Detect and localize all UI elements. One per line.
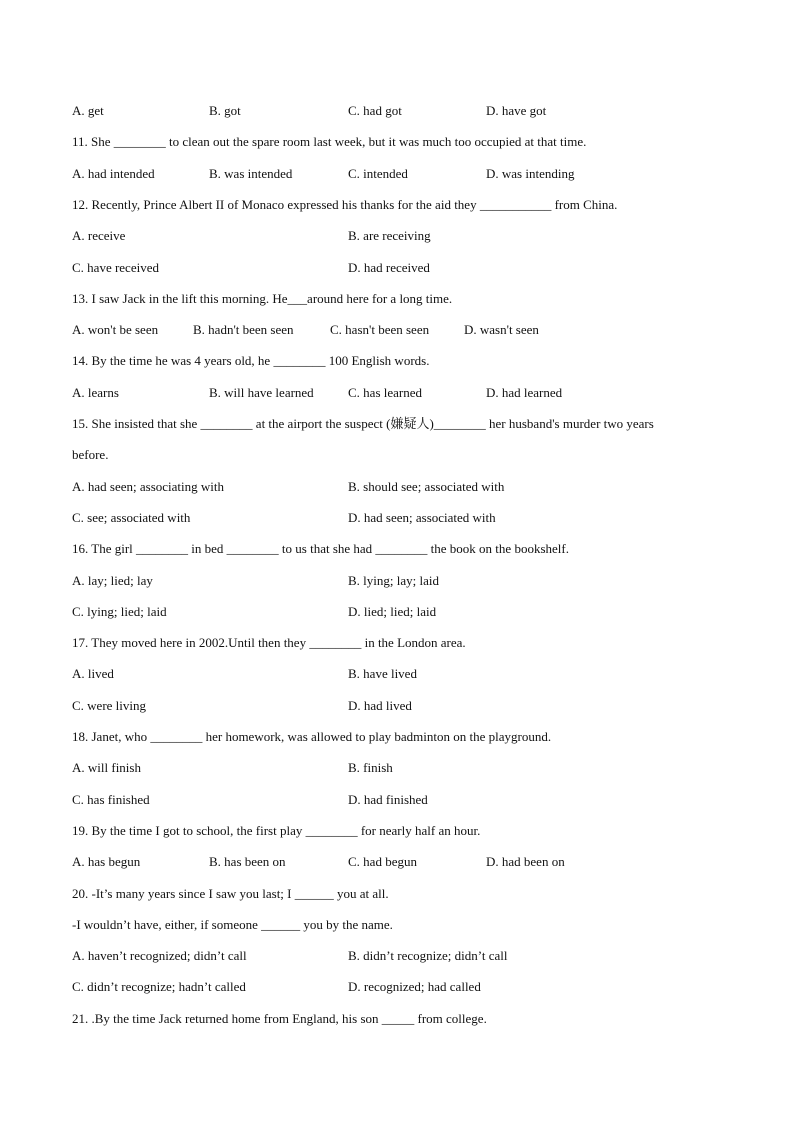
question-text: 21. .By the time Jack returned home from England, his son _____ from college. bbox=[72, 1011, 487, 1026]
answer-option: A. learns bbox=[72, 385, 119, 400]
question-text: 20. -It’s many years since I saw you last; I ______ you at all. bbox=[72, 886, 389, 901]
answer-option: D. had learned bbox=[486, 385, 563, 400]
answer-option: D. lied; lied; laid bbox=[348, 604, 437, 619]
question-text: before. bbox=[72, 447, 109, 462]
answer-option: D. have got bbox=[486, 103, 547, 118]
answer-option: A. get bbox=[72, 103, 104, 118]
answer-option: C. lying; lied; laid bbox=[72, 604, 167, 619]
answer-option: C. have received bbox=[72, 260, 159, 275]
answer-option: B. lying; lay; laid bbox=[348, 573, 439, 588]
answer-option: A. had seen; associating with bbox=[72, 479, 224, 494]
answer-option: D. had lived bbox=[348, 698, 412, 713]
answer-option: D. had been on bbox=[486, 854, 565, 869]
answer-option: D. had received bbox=[348, 260, 430, 275]
answer-option: A. will finish bbox=[72, 760, 141, 775]
question-text: 15. She insisted that she ________ at the airport the suspect (嫌疑人)________ her husband's murder two years bbox=[72, 416, 654, 431]
answer-option: B. hadn't been seen bbox=[193, 322, 294, 337]
answer-option: A. lived bbox=[72, 666, 114, 681]
answer-option: D. had seen; associated with bbox=[348, 510, 496, 525]
answer-option: B. has been on bbox=[209, 854, 286, 869]
question-text: 17. They moved here in 2002.Until then they ________ in the London area. bbox=[72, 635, 466, 650]
question-text: 13. I saw Jack in the lift this morning. He___around here for a long time. bbox=[72, 291, 453, 306]
answer-option: A. has begun bbox=[72, 854, 141, 869]
question-text: -I wouldn’t have, either, if someone ______ you by the name. bbox=[72, 917, 393, 932]
answer-option: C. intended bbox=[348, 166, 408, 181]
answer-option: B. finish bbox=[348, 760, 393, 775]
answer-option: A. lay; lied; lay bbox=[72, 573, 153, 588]
answer-option: D. wasn't seen bbox=[464, 322, 539, 337]
question-text: 16. The girl ________ in bed ________ to us that she had ________ the book on the bookshelf. bbox=[72, 541, 569, 556]
answer-option: A. receive bbox=[72, 228, 126, 243]
answer-option: C. see; associated with bbox=[72, 510, 191, 525]
question-text: 11. She ________ to clean out the spare room last week, but it was much too occupied at that time. bbox=[72, 134, 587, 149]
answer-option: B. didn’t recognize; didn’t call bbox=[348, 948, 508, 963]
question-text: 14. By the time he was 4 years old, he ________ 100 English words. bbox=[72, 353, 430, 368]
answer-option: B. should see; associated with bbox=[348, 479, 505, 494]
answer-option: B. are receiving bbox=[348, 228, 431, 243]
answer-option: C. didn’t recognize; hadn’t called bbox=[72, 979, 246, 994]
answer-option: C. had begun bbox=[348, 854, 417, 869]
answer-option: B. was intended bbox=[209, 166, 293, 181]
answer-option: A. had intended bbox=[72, 166, 155, 181]
question-text: 18. Janet, who ________ her homework, was allowed to play badminton on the playground. bbox=[72, 729, 552, 744]
answer-option: C. were living bbox=[72, 698, 147, 713]
answer-option: C. hasn't been seen bbox=[330, 322, 430, 337]
answer-option: B. have lived bbox=[348, 666, 417, 681]
answer-option: A. haven’t recognized; didn’t call bbox=[72, 948, 247, 963]
answer-option: A. won't be seen bbox=[72, 322, 159, 337]
answer-option: C. has learned bbox=[348, 385, 423, 400]
answer-option: D. was intending bbox=[486, 166, 575, 181]
answer-option: C. had got bbox=[348, 103, 402, 118]
question-text: 12. Recently, Prince Albert II of Monaco expressed his thanks for the aid they ___________ from China. bbox=[72, 197, 618, 212]
answer-option: B. got bbox=[209, 103, 241, 118]
question-text: 19. By the time I got to school, the first play ________ for nearly half an hour. bbox=[72, 823, 481, 838]
answer-option: B. will have learned bbox=[209, 385, 314, 400]
answer-option: D. had finished bbox=[348, 792, 428, 807]
answer-option: C. has finished bbox=[72, 792, 150, 807]
answer-option: D. recognized; had called bbox=[348, 979, 481, 994]
